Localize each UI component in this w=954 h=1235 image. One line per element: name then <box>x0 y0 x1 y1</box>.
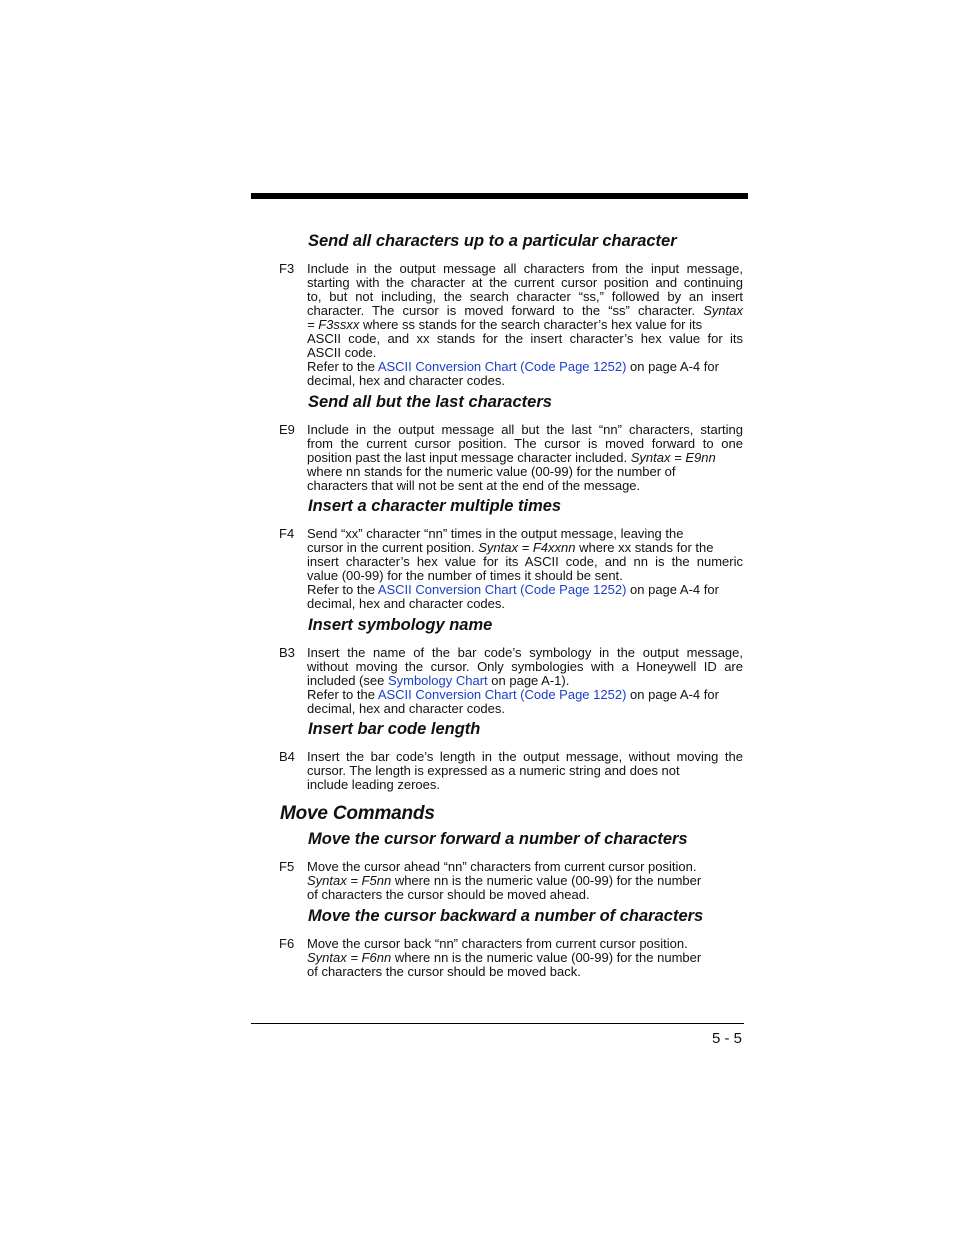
command-code: E9 <box>279 422 295 437</box>
section-heading-bar-code-length: Insert bar code length <box>308 720 481 738</box>
symbology-chart-link[interactable]: Symbology Chart <box>387 673 488 688</box>
command-description: Include in the output message all but the last “nn” characters, starting from the current cursor position. The cursor is moved forward to one position past the last input message character included. Syntax = E9nn where nn stands for the numeric value (00-99) for the number of characters that will not be sent at the end of the message. <box>307 422 743 493</box>
section-heading-move-forward: Move the cursor forward a number of characters <box>308 830 688 848</box>
ascii-chart-link[interactable]: ASCII Conversion Chart (Code Page 1252) <box>377 687 627 702</box>
page-number: 5 - 5 <box>711 1030 742 1047</box>
command-code: B3 <box>279 645 295 660</box>
command-description: Insert the name of the bar code’s symbology in the output message, without moving the cursor. Only symbologies with a Honeywell ID are included (see Symbology Chart on page A-1). Refer to the ASCII Conversion Chart (Code Page 1252) on page A-4 for decimal, hex and character codes. <box>307 645 743 716</box>
command-code: F3 <box>279 261 295 276</box>
command-code: F6 <box>279 936 295 951</box>
section-heading-send-all-but-last: Send all but the last characters <box>308 393 552 411</box>
section-heading-insert-multiple: Insert a character multiple times <box>308 497 562 515</box>
section-heading-move-backward: Move the cursor backward a number of characters <box>308 907 704 925</box>
ascii-chart-link[interactable]: ASCII Conversion Chart (Code Page 1252) <box>377 359 627 374</box>
ascii-chart-link[interactable]: ASCII Conversion Chart (Code Page 1252) <box>377 582 627 597</box>
command-description: Move the cursor back “nn” characters from current cursor position. Syntax = F6nn where nn is the numeric value (00-99) for the number of characters the cursor should be moved back. <box>307 936 702 979</box>
header-rule <box>251 193 748 199</box>
command-description: Move the cursor ahead “nn” characters from current cursor position. Syntax = F5nn where nn is the numeric value (00-99) for the number of characters the cursor should be moved ahead. <box>307 859 702 902</box>
section-heading-send-up-to: Send all characters up to a particular character <box>308 232 677 250</box>
command-description: Include in the output message all characters from the input message, starting with the character at the current cursor position and continuing to, but not including, the search character “ss,” followed by an insert character. The cursor is moved forward to the “ss” character. Syntax = F3ssxx where ss stands for the search character’s hex value for its ASCII code, and xx stands for the insert character’s hex value for its ASCII code. Refer to the ASCII Conversion Chart (Code Page 1252) on page A-4 for decimal, hex and character codes. <box>307 261 743 388</box>
command-description: Send “xx” character “nn” times in the output message, leaving the cursor in the current position. Syntax = F4xxnn where xx stands for the insert character’s hex value for its ASCII code, and nn is the numeric value (00-99) for the number of times it should be sent. Refer to the ASCII Conversion Chart (Code Page 1252) on page A-4 for decimal, hex and character codes. <box>307 526 743 611</box>
command-description: Insert the bar code’s length in the output message, without moving the cursor. The length is expressed as a numeric string and does not include leading zeroes. <box>307 749 743 792</box>
command-code: B4 <box>279 749 295 764</box>
footer-rule <box>251 1023 744 1024</box>
command-code: F5 <box>279 859 295 874</box>
command-code: F4 <box>279 526 295 541</box>
section-title-move-commands: Move Commands <box>280 803 435 824</box>
section-heading-insert-symbology: Insert symbology name <box>308 616 493 634</box>
